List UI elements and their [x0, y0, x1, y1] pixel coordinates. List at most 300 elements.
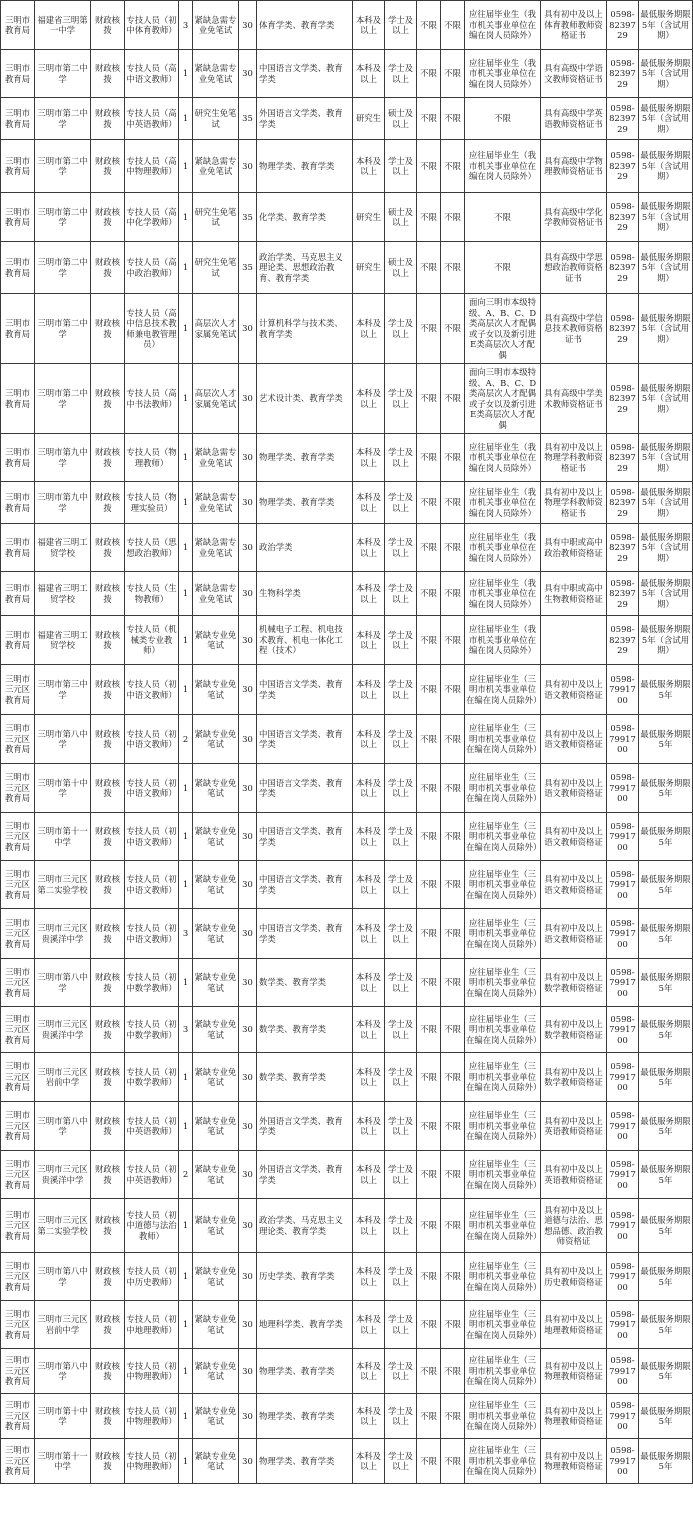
cell-age: 35 [239, 193, 257, 242]
cell-phone: 0598-8239729 [607, 482, 639, 524]
cell-qualification: 具有中职或高中政治教师资格证 [541, 524, 607, 572]
cell-target: 应往届毕业生（三明市机关事业单位在编在岗人员除外） [465, 1349, 541, 1394]
table-row [1, 242, 693, 294]
cell-quota: 1 [179, 1439, 193, 1484]
cell-note: 最低服务期限5年 [639, 1349, 693, 1394]
cell-qualification: 具有初中及以上数学教师资格证 [541, 1053, 607, 1102]
cell-phone: 0598-8239729 [607, 98, 639, 140]
cell-department: 三明市三元区教育局 [1, 1102, 35, 1151]
cell-degree: 学士及以上 [385, 434, 417, 482]
cell-funding: 财政核拨 [91, 1007, 125, 1053]
table-row [1, 1439, 693, 1484]
cell-qualification: 具有初中及以上数学教师资格证 [541, 1007, 607, 1053]
cell-major: 物理学类、教育学类 [257, 1349, 353, 1394]
cell-gender: 不限 [417, 1007, 441, 1053]
cell-quota: 2 [179, 715, 193, 764]
cell-age: 30 [239, 616, 257, 665]
table-body [1, 1, 693, 1484]
cell-note: 最低服务期限5年 [639, 959, 693, 1007]
cell-note: 最低服务期限5年 [639, 1151, 693, 1199]
cell-unit: 三明市第二中学 [35, 242, 91, 294]
cell-department: 三明市三元区教育局 [1, 959, 35, 1007]
cell-note: 最低服务期限5年 [639, 861, 693, 909]
cell-quota: 1 [179, 1253, 193, 1301]
cell-position: 专技人员（初中数学教师） [125, 1007, 179, 1053]
cell-age: 35 [239, 98, 257, 140]
cell-major: 中国语言文学类、教育学类 [257, 764, 353, 813]
cell-education: 本科及以上 [353, 140, 385, 193]
cell-other: 不限 [441, 572, 465, 616]
cell-note: 最低服务期限5年 [639, 1253, 693, 1301]
cell-note: 最低服务期限5年 [639, 909, 693, 959]
cell-unit: 三明市第二中学 [35, 50, 91, 98]
cell-age: 30 [239, 813, 257, 861]
cell-quota: 2 [179, 1151, 193, 1199]
cell-other: 不限 [441, 764, 465, 813]
cell-funding: 财政核拨 [91, 364, 125, 434]
cell-major: 物理学类、教育学类 [257, 1439, 353, 1484]
cell-exam-mode: 紧缺专业免笔试 [193, 1394, 239, 1439]
cell-unit: 三明市第十一中学 [35, 1439, 91, 1484]
cell-exam-mode: 研究生免笔试 [193, 98, 239, 140]
cell-other: 不限 [441, 140, 465, 193]
cell-gender: 不限 [417, 1253, 441, 1301]
cell-other: 不限 [441, 1439, 465, 1484]
cell-target: 应往届毕业生（三明市机关事业单位在编在岗人员除外） [465, 1102, 541, 1151]
cell-target: 应往届毕业生（我市机关事业单位在编在岗人员除外） [465, 572, 541, 616]
cell-phone: 0598-7991700 [607, 1394, 639, 1439]
cell-education: 本科及以上 [353, 524, 385, 572]
cell-unit: 福建省三明工贸学校 [35, 616, 91, 665]
cell-major: 地理科学类、教育学类 [257, 1301, 353, 1349]
cell-position: 专技人员（初中语文教师） [125, 665, 179, 715]
cell-note: 最低服务期限5年（含试用期） [639, 1, 693, 50]
cell-department: 三明市三元区教育局 [1, 1151, 35, 1199]
cell-qualification: 具有初中及以上地理教师资格证 [541, 1301, 607, 1349]
cell-department: 三明市三元区教育局 [1, 1253, 35, 1301]
cell-other: 不限 [441, 524, 465, 572]
cell-education: 本科及以上 [353, 1102, 385, 1151]
cell-education: 本科及以上 [353, 1053, 385, 1102]
cell-degree: 学士及以上 [385, 482, 417, 524]
cell-degree: 学士及以上 [385, 1349, 417, 1394]
cell-degree: 学士及以上 [385, 665, 417, 715]
cell-note: 最低服务期限5年（含试用期） [639, 364, 693, 434]
cell-age: 30 [239, 1102, 257, 1151]
cell-education: 研究生 [353, 98, 385, 140]
cell-qualification: 具有初中及以上语文教师资格证 [541, 813, 607, 861]
cell-unit: 三明市三元区贵溪洋中学 [35, 1151, 91, 1199]
cell-unit: 三明市三元区岩前中学 [35, 1053, 91, 1102]
cell-note: 最低服务期限5年（含试用期） [639, 572, 693, 616]
cell-department: 三明市三元区教育局 [1, 1053, 35, 1102]
cell-phone: 0598-7991700 [607, 1253, 639, 1301]
cell-department: 三明市教育局 [1, 572, 35, 616]
cell-phone: 0598-7991700 [607, 715, 639, 764]
cell-note: 最低服务期限5年（含试用期） [639, 242, 693, 294]
cell-target: 应往届毕业生（三明市机关事业单位在编在岗人员除外） [465, 1053, 541, 1102]
cell-other: 不限 [441, 482, 465, 524]
cell-funding: 财政核拨 [91, 1053, 125, 1102]
cell-gender: 不限 [417, 242, 441, 294]
cell-exam-mode: 紧缺急需专业免笔试 [193, 524, 239, 572]
cell-other: 不限 [441, 861, 465, 909]
cell-funding: 财政核拨 [91, 242, 125, 294]
table-row [1, 98, 693, 140]
cell-target: 应往届毕业生（三明市机关事业单位在编在岗人员除外） [465, 715, 541, 764]
cell-major: 数学类、教育学类 [257, 1053, 353, 1102]
cell-major: 中国语言文学类、教育学类 [257, 665, 353, 715]
cell-unit: 三明市第二中学 [35, 294, 91, 364]
cell-department: 三明市教育局 [1, 434, 35, 482]
cell-education: 本科及以上 [353, 1199, 385, 1253]
cell-position: 专技人员（初中语文教师） [125, 909, 179, 959]
cell-funding: 财政核拨 [91, 1349, 125, 1394]
cell-position: 专技人员（物理实验员） [125, 482, 179, 524]
cell-target: 不限 [465, 193, 541, 242]
table-row [1, 959, 693, 1007]
cell-other: 不限 [441, 1253, 465, 1301]
cell-department: 三明市三元区教育局 [1, 813, 35, 861]
cell-age: 30 [239, 1053, 257, 1102]
cell-major: 外国语言文学类、教育学类 [257, 1151, 353, 1199]
cell-position: 专技人员（高中信息技术教师兼电教管理员） [125, 294, 179, 364]
cell-age: 30 [239, 764, 257, 813]
cell-other: 不限 [441, 1394, 465, 1439]
cell-funding: 财政核拨 [91, 50, 125, 98]
cell-gender: 不限 [417, 616, 441, 665]
table-row [1, 1, 693, 50]
cell-target: 应往届毕业生（三明市机关事业单位在编在岗人员除外） [465, 1151, 541, 1199]
cell-position: 专技人员（高中政治教师） [125, 242, 179, 294]
cell-note: 最低服务期限5年 [639, 715, 693, 764]
cell-quota: 1 [179, 482, 193, 524]
cell-funding: 财政核拨 [91, 715, 125, 764]
cell-exam-mode: 紧缺急需专业免笔试 [193, 1, 239, 50]
cell-major: 外国语言文学类、教育学类 [257, 1102, 353, 1151]
cell-phone: 0598-7991700 [607, 1199, 639, 1253]
cell-qualification: 具有高级中学美术教师资格证书 [541, 364, 607, 434]
cell-department: 三明市教育局 [1, 524, 35, 572]
cell-education: 本科及以上 [353, 50, 385, 98]
cell-target: 应往届毕业生（我市机关事业单位在编在岗人员除外） [465, 524, 541, 572]
cell-funding: 财政核拨 [91, 1394, 125, 1439]
table-row [1, 909, 693, 959]
cell-other: 不限 [441, 1102, 465, 1151]
cell-exam-mode: 高层次人才家属免笔试 [193, 294, 239, 364]
cell-department: 三明市教育局 [1, 364, 35, 434]
cell-qualification: 具有初中及以上物理学科教师资格证书 [541, 434, 607, 482]
cell-target: 应往届毕业生（我市机关事业单位在编在岗人员除外） [465, 1, 541, 50]
cell-age: 30 [239, 909, 257, 959]
cell-other: 不限 [441, 909, 465, 959]
cell-major: 化学类、教育学类 [257, 193, 353, 242]
cell-position: 专技人员（初中数学教师） [125, 1053, 179, 1102]
cell-department: 三明市教育局 [1, 50, 35, 98]
cell-target: 应往届毕业生（三明市机关事业单位在编在岗人员除外） [465, 764, 541, 813]
cell-gender: 不限 [417, 1439, 441, 1484]
cell-phone: 0598-8239729 [607, 1, 639, 50]
cell-education: 本科及以上 [353, 1349, 385, 1394]
cell-qualification: 具有初中及以上数学教师资格证 [541, 959, 607, 1007]
cell-quota: 1 [179, 959, 193, 1007]
cell-unit: 三明市第三中学 [35, 665, 91, 715]
table-row [1, 50, 693, 98]
cell-funding: 财政核拨 [91, 1102, 125, 1151]
cell-qualification: 具有初中及以上体育教师教师资格证书 [541, 1, 607, 50]
cell-position: 专技人员（初中英语教师） [125, 1102, 179, 1151]
cell-unit: 三明市第八中学 [35, 959, 91, 1007]
table-row [1, 1102, 693, 1151]
cell-exam-mode: 紧缺专业免笔试 [193, 861, 239, 909]
cell-department: 三明市三元区教育局 [1, 665, 35, 715]
cell-degree: 学士及以上 [385, 572, 417, 616]
cell-quota: 1 [179, 364, 193, 434]
cell-exam-mode: 紧缺专业免笔试 [193, 1053, 239, 1102]
cell-funding: 财政核拨 [91, 909, 125, 959]
cell-quota: 1 [179, 524, 193, 572]
cell-note: 最低服务期限5年 [639, 1301, 693, 1349]
cell-qualification: 具有高级中学化学教师资格证书 [541, 193, 607, 242]
cell-age: 30 [239, 715, 257, 764]
cell-qualification: 具有初中及以上语文教师资格证 [541, 909, 607, 959]
cell-quota: 1 [179, 1053, 193, 1102]
cell-phone: 0598-8239729 [607, 616, 639, 665]
cell-funding: 财政核拨 [91, 861, 125, 909]
cell-exam-mode: 紧缺专业免笔试 [193, 1199, 239, 1253]
cell-qualification: 具有初中及以上物理教师资格证 [541, 1394, 607, 1439]
cell-unit: 三明市第八中学 [35, 1253, 91, 1301]
cell-exam-mode: 紧缺专业免笔试 [193, 1439, 239, 1484]
cell-department: 三明市教育局 [1, 616, 35, 665]
cell-exam-mode: 紧缺专业免笔试 [193, 764, 239, 813]
cell-target: 面向三明市本级特级、A、B、C、D类高层次人才配偶或子女以及新引进E类高层次人才配偶 [465, 364, 541, 434]
cell-major: 生物科学类 [257, 572, 353, 616]
cell-funding: 财政核拨 [91, 193, 125, 242]
cell-target: 应往届毕业生（我市机关事业单位在编在岗人员除外） [465, 50, 541, 98]
cell-age: 30 [239, 524, 257, 572]
cell-note: 最低服务期限5年（含试用期） [639, 193, 693, 242]
cell-quota: 1 [179, 813, 193, 861]
cell-age: 30 [239, 140, 257, 193]
cell-education: 本科及以上 [353, 482, 385, 524]
cell-note: 最低服务期限5年 [639, 1102, 693, 1151]
cell-department: 三明市三元区教育局 [1, 764, 35, 813]
cell-other: 不限 [441, 715, 465, 764]
cell-education: 本科及以上 [353, 572, 385, 616]
cell-age: 35 [239, 242, 257, 294]
cell-exam-mode: 紧缺急需专业免笔试 [193, 50, 239, 98]
cell-education: 本科及以上 [353, 1151, 385, 1199]
cell-phone: 0598-7991700 [607, 665, 639, 715]
cell-exam-mode: 紧缺专业免笔试 [193, 1007, 239, 1053]
cell-other: 不限 [441, 1053, 465, 1102]
cell-gender: 不限 [417, 1, 441, 50]
cell-degree: 学士及以上 [385, 813, 417, 861]
cell-funding: 财政核拨 [91, 98, 125, 140]
cell-funding: 财政核拨 [91, 1, 125, 50]
cell-target: 应往届毕业生（我市机关事业单位在编在岗人员除外） [465, 434, 541, 482]
cell-unit: 三明市三元区贵溪洋中学 [35, 1007, 91, 1053]
cell-qualification: 具有初中及以上语文教师资格证 [541, 764, 607, 813]
cell-phone: 0598-7991700 [607, 1439, 639, 1484]
cell-qualification: 具有初中及以上物理学科教师资格证书 [541, 482, 607, 524]
cell-position: 专技人员（初中语文教师） [125, 764, 179, 813]
table-row [1, 524, 693, 572]
table-row [1, 294, 693, 364]
cell-quota: 1 [179, 1394, 193, 1439]
cell-exam-mode: 研究生免笔试 [193, 193, 239, 242]
cell-unit: 三明市第九中学 [35, 434, 91, 482]
cell-gender: 不限 [417, 1301, 441, 1349]
cell-gender: 不限 [417, 813, 441, 861]
cell-phone: 0598-8239729 [607, 242, 639, 294]
cell-position: 专技人员（初中数学教师） [125, 959, 179, 1007]
cell-funding: 财政核拨 [91, 294, 125, 364]
cell-position: 专技人员（高中书法教师） [125, 364, 179, 434]
cell-gender: 不限 [417, 1151, 441, 1199]
table-row [1, 665, 693, 715]
cell-degree: 学士及以上 [385, 1, 417, 50]
cell-qualification: 具有高级中学语文教师资格证书 [541, 50, 607, 98]
cell-qualification: 具有高级中学英语教师资格证书 [541, 98, 607, 140]
cell-degree: 硕士及以上 [385, 242, 417, 294]
cell-target: 面向三明市本级特级、A、B、C、D类高层次人才配偶或子女以及新引进E类高层次人才配偶 [465, 294, 541, 364]
cell-target: 不限 [465, 98, 541, 140]
cell-education: 本科及以上 [353, 364, 385, 434]
cell-gender: 不限 [417, 764, 441, 813]
cell-qualification: 具有初中及以上道德与法治、思想品德、政治教师资格证 [541, 1199, 607, 1253]
cell-degree: 学士及以上 [385, 959, 417, 1007]
cell-funding: 财政核拨 [91, 665, 125, 715]
cell-other: 不限 [441, 98, 465, 140]
cell-funding: 财政核拨 [91, 813, 125, 861]
cell-unit: 三明市第十中学 [35, 1394, 91, 1439]
cell-unit: 三明市第十一中学 [35, 813, 91, 861]
cell-degree: 硕士及以上 [385, 193, 417, 242]
cell-phone: 0598-7991700 [607, 861, 639, 909]
cell-degree: 学士及以上 [385, 909, 417, 959]
cell-gender: 不限 [417, 140, 441, 193]
cell-education: 研究生 [353, 193, 385, 242]
cell-target: 应往届毕业生（三明市机关事业单位在编在岗人员除外） [465, 665, 541, 715]
cell-quota: 1 [179, 98, 193, 140]
cell-degree: 学士及以上 [385, 140, 417, 193]
cell-funding: 财政核拨 [91, 1439, 125, 1484]
cell-funding: 财政核拨 [91, 434, 125, 482]
cell-age: 30 [239, 959, 257, 1007]
cell-funding: 财政核拨 [91, 482, 125, 524]
cell-position: 专技人员（高中化学教师） [125, 193, 179, 242]
cell-degree: 学士及以上 [385, 1439, 417, 1484]
cell-age: 30 [239, 1394, 257, 1439]
cell-gender: 不限 [417, 193, 441, 242]
cell-exam-mode: 紧缺专业免笔试 [193, 1253, 239, 1301]
cell-quota: 1 [179, 572, 193, 616]
cell-exam-mode: 紧缺专业免笔试 [193, 1349, 239, 1394]
cell-gender: 不限 [417, 715, 441, 764]
cell-qualification: 具有初中及以上英语教师资格证 [541, 1151, 607, 1199]
cell-target: 应往届毕业生（三明市机关事业单位在编在岗人员除外） [465, 1007, 541, 1053]
cell-degree: 学士及以上 [385, 861, 417, 909]
cell-target: 应往届毕业生（我市机关事业单位在编在岗人员除外） [465, 482, 541, 524]
cell-other: 不限 [441, 242, 465, 294]
cell-major: 数学类、教育学类 [257, 959, 353, 1007]
cell-note: 最低服务期限5年（含试用期） [639, 616, 693, 665]
cell-unit: 三明市三元区贵溪洋中学 [35, 909, 91, 959]
cell-phone: 0598-7991700 [607, 1301, 639, 1349]
cell-position: 专技人员（高中物理教师） [125, 140, 179, 193]
cell-education: 本科及以上 [353, 861, 385, 909]
cell-qualification: 具有初中及以上物理教师资格证 [541, 1439, 607, 1484]
cell-education: 本科及以上 [353, 294, 385, 364]
cell-education: 本科及以上 [353, 616, 385, 665]
cell-note: 最低服务期限5年（含试用期） [639, 294, 693, 364]
cell-department: 三明市三元区教育局 [1, 1394, 35, 1439]
cell-phone: 0598-8239729 [607, 572, 639, 616]
cell-education: 本科及以上 [353, 434, 385, 482]
cell-funding: 财政核拨 [91, 524, 125, 572]
cell-qualification: 具有初中及以上语文教师资格证 [541, 665, 607, 715]
cell-funding: 财政核拨 [91, 1199, 125, 1253]
cell-note: 最低服务期限5年（含试用期） [639, 482, 693, 524]
cell-other: 不限 [441, 294, 465, 364]
cell-degree: 学士及以上 [385, 1102, 417, 1151]
cell-education: 本科及以上 [353, 1253, 385, 1301]
cell-age: 30 [239, 1439, 257, 1484]
cell-note: 最低服务期限5年 [639, 1053, 693, 1102]
cell-unit: 三明市第二中学 [35, 140, 91, 193]
cell-target: 不限 [465, 242, 541, 294]
cell-phone: 0598-8239729 [607, 50, 639, 98]
table-row [1, 1253, 693, 1301]
cell-department: 三明市教育局 [1, 98, 35, 140]
cell-department: 三明市教育局 [1, 1, 35, 50]
cell-exam-mode: 紧缺专业免笔试 [193, 616, 239, 665]
cell-exam-mode: 高层次人才家属免笔试 [193, 364, 239, 434]
cell-phone: 0598-7991700 [607, 1102, 639, 1151]
cell-education: 本科及以上 [353, 1007, 385, 1053]
cell-degree: 硕士及以上 [385, 98, 417, 140]
cell-quota: 1 [179, 1102, 193, 1151]
table-row [1, 1053, 693, 1102]
cell-position: 专技人员（生物教师） [125, 572, 179, 616]
cell-age: 30 [239, 50, 257, 98]
cell-degree: 学士及以上 [385, 1053, 417, 1102]
cell-qualification: 具有初中及以上语文教师资格证 [541, 861, 607, 909]
cell-department: 三明市教育局 [1, 193, 35, 242]
cell-other: 不限 [441, 1, 465, 50]
cell-gender: 不限 [417, 909, 441, 959]
cell-funding: 财政核拨 [91, 1253, 125, 1301]
table-row [1, 813, 693, 861]
cell-age: 30 [239, 364, 257, 434]
cell-major: 体育学类、教育学类 [257, 1, 353, 50]
cell-other: 不限 [441, 50, 465, 98]
cell-department: 三明市三元区教育局 [1, 715, 35, 764]
cell-major: 物理学类、教育学类 [257, 140, 353, 193]
cell-other: 不限 [441, 1151, 465, 1199]
cell-department: 三明市三元区教育局 [1, 1301, 35, 1349]
cell-age: 30 [239, 482, 257, 524]
cell-position: 专技人员（初中英语教师） [125, 1151, 179, 1199]
cell-exam-mode: 紧缺急需专业免笔试 [193, 140, 239, 193]
cell-position: 专技人员（高中英语教师） [125, 98, 179, 140]
cell-degree: 学士及以上 [385, 524, 417, 572]
cell-phone: 0598-7991700 [607, 813, 639, 861]
cell-note: 最低服务期限5年（含试用期） [639, 434, 693, 482]
cell-position: 专技人员（初中物理教师） [125, 1349, 179, 1394]
